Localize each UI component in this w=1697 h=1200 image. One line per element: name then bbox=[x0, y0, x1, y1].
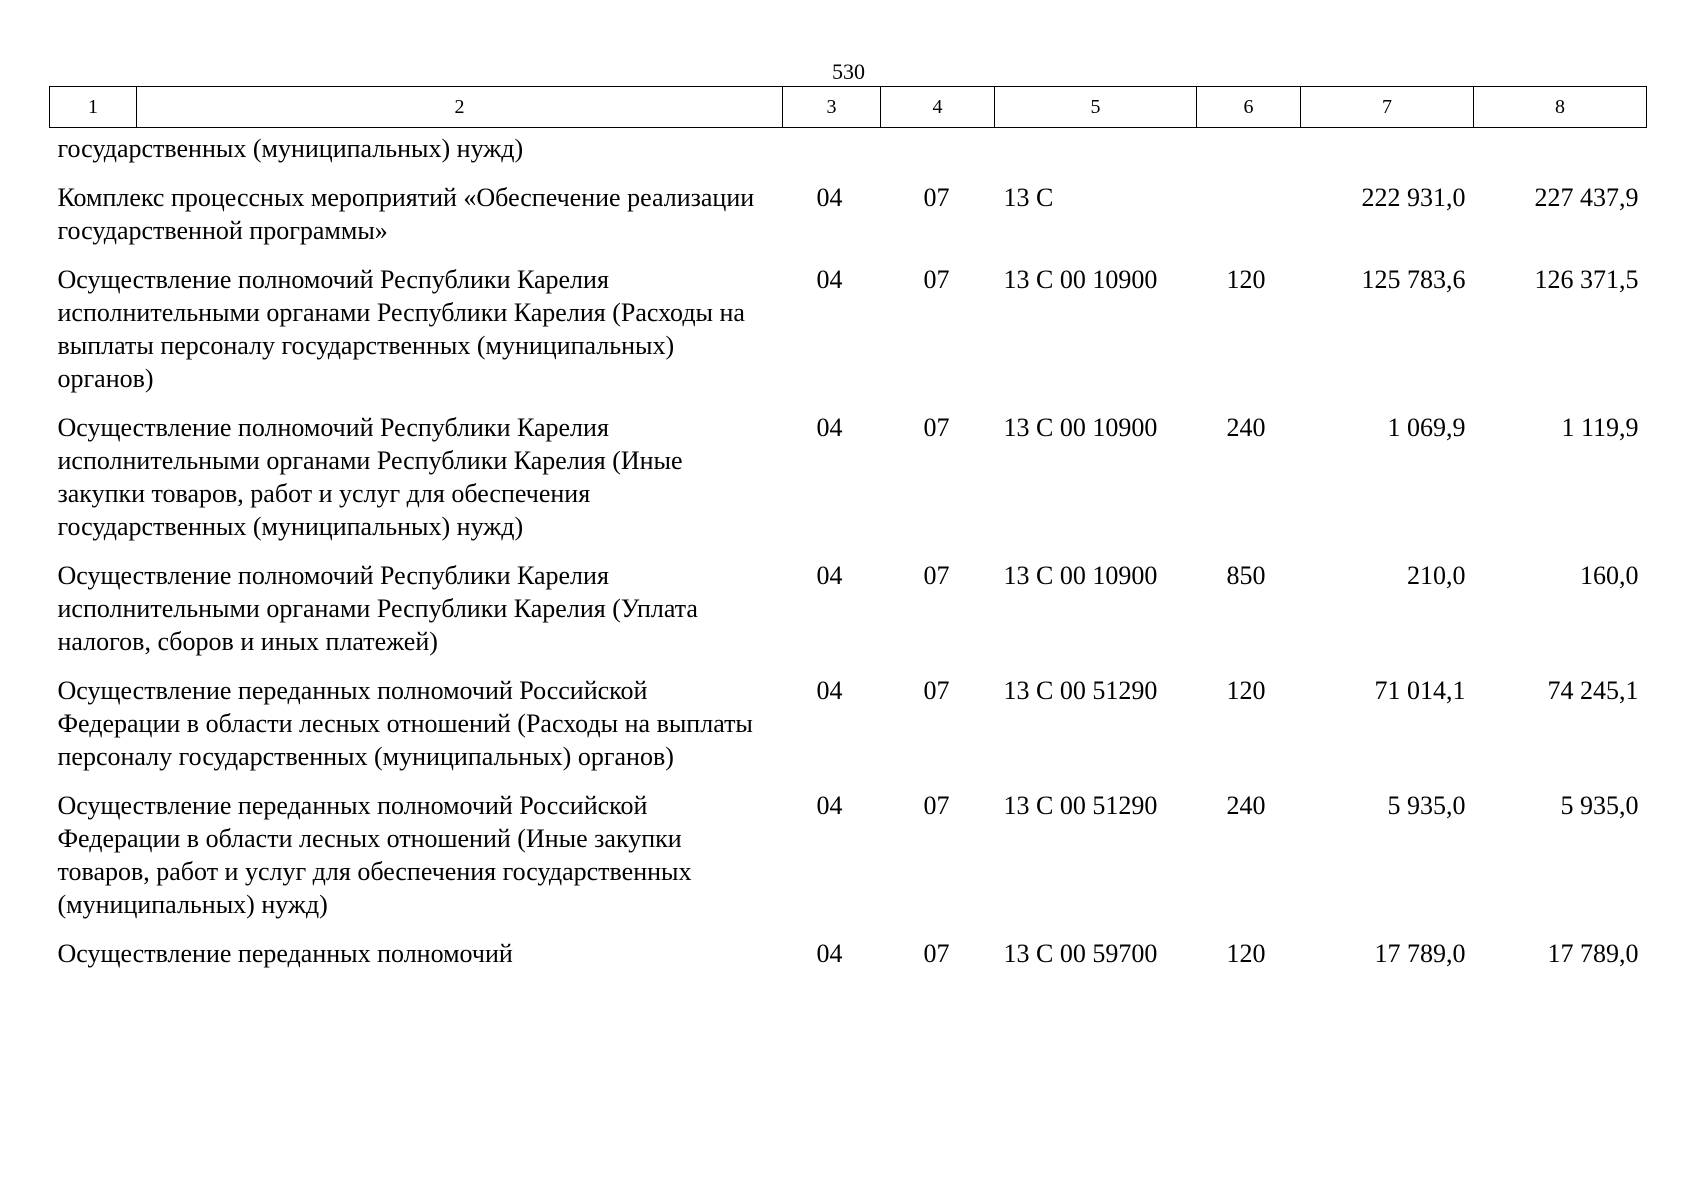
header-col-7: 7 bbox=[1301, 87, 1474, 128]
row-section-cell: 04 bbox=[816, 413, 843, 442]
header-col-1: 1 bbox=[50, 87, 137, 128]
row-sum-year1-cell: 210,0 bbox=[1407, 561, 1466, 590]
row-expense-type-cell bbox=[1197, 181, 1301, 263]
row-sum-year2-cell: 5 935,0 bbox=[1560, 791, 1639, 820]
budget-table bbox=[49, 86, 1647, 986]
table-row bbox=[50, 181, 1647, 263]
row-expense-type-cell: 850 bbox=[1226, 561, 1266, 590]
row-name-cell: Осуществление полномочий Республики Карелия исполнительными органами Республики Карелия (Иные закупки товаров, работ и услуг для обеспечения государственных (муниципальных) нужд) bbox=[57, 413, 683, 541]
table-row bbox=[50, 789, 1647, 937]
row-section-cell: 04 bbox=[816, 791, 843, 820]
row-expense-type-cell: 240 bbox=[1226, 413, 1266, 442]
row-expense-type-cell: 240 bbox=[1226, 791, 1266, 820]
row-name-cell: Осуществление полномочий Республики Карелия исполнительными органами Республики Карелия (Уплата налогов, сборов и иных платежей) bbox=[57, 561, 698, 656]
row-sum-year1-cell: 1 069,9 bbox=[1387, 413, 1466, 442]
row-section-cell: 04 bbox=[816, 939, 843, 968]
row-subsection-cell: 07 bbox=[923, 265, 950, 294]
row-sum-year2-cell bbox=[1474, 128, 1647, 182]
row-section-cell: 04 bbox=[816, 265, 843, 294]
row-target-cell: 13 С bbox=[1003, 183, 1054, 212]
row-name-cell: Осуществление полномочий Республики Карелия исполнительными органами Республики Карелия (Расходы на выплаты персоналу государственных (муниципальных) органов) bbox=[57, 265, 745, 393]
row-target-cell: 13 С 00 59700 bbox=[1003, 939, 1158, 968]
row-name-cell: Комплекс процессных мероприятий «Обеспечение реализации государственной программы» bbox=[57, 183, 755, 245]
row-name-cell: Осуществление переданных полномочий bbox=[57, 939, 513, 968]
table-row bbox=[50, 411, 1647, 559]
header-col-3: 3 bbox=[783, 87, 881, 128]
row-name-cell: Осуществление переданных полномочий Российской Федерации в области лесных отношений (Расходы на выплаты персоналу государственных (муниципальных) органов) bbox=[57, 676, 753, 771]
row-target-cell: 13 С 00 51290 bbox=[1003, 791, 1158, 820]
row-subsection-cell: 07 bbox=[923, 183, 950, 212]
table-header bbox=[50, 87, 1647, 128]
row-sum-year1-cell bbox=[1301, 128, 1474, 182]
row-name-cell: Осуществление переданных полномочий Российской Федерации в области лесных отношений (Иные закупки товаров, работ и услуг для обеспечения государственных (муниципальных) нужд) bbox=[57, 791, 692, 919]
header-row bbox=[50, 87, 1647, 128]
header-col-8: 8 bbox=[1474, 87, 1647, 128]
row-target-cell bbox=[995, 128, 1197, 182]
row-target-cell: 13 С 00 10900 bbox=[1003, 265, 1158, 294]
row-sum-year2-cell: 17 789,0 bbox=[1547, 939, 1639, 968]
row-sum-year2-cell: 74 245,1 bbox=[1547, 676, 1639, 705]
table-body bbox=[50, 128, 1647, 987]
row-sum-year1-cell: 125 783,6 bbox=[1361, 265, 1466, 294]
row-subsection-cell bbox=[881, 128, 995, 182]
row-sum-year2-cell: 160,0 bbox=[1580, 561, 1639, 590]
row-subsection-cell: 07 bbox=[923, 939, 950, 968]
header-col-6: 6 bbox=[1197, 87, 1301, 128]
row-sum-year2-cell: 227 437,9 bbox=[1534, 183, 1639, 212]
header-col-4: 4 bbox=[881, 87, 995, 128]
header-col-2: 2 bbox=[137, 87, 783, 128]
row-subsection-cell: 07 bbox=[923, 791, 950, 820]
table-row bbox=[50, 128, 1647, 182]
row-subsection-cell: 07 bbox=[923, 676, 950, 705]
row-expense-type-cell: 120 bbox=[1226, 676, 1266, 705]
row-expense-type-cell bbox=[1197, 128, 1301, 182]
header-col-5: 5 bbox=[995, 87, 1197, 128]
row-sum-year1-cell: 17 789,0 bbox=[1374, 939, 1466, 968]
row-target-cell: 13 С 00 51290 bbox=[1003, 676, 1158, 705]
row-target-cell: 13 С 00 10900 bbox=[1003, 561, 1158, 590]
row-section-cell: 04 bbox=[816, 561, 843, 590]
row-subsection-cell: 07 bbox=[923, 413, 950, 442]
table-row bbox=[50, 674, 1647, 789]
row-section-cell: 04 bbox=[816, 183, 843, 212]
row-sum-year2-cell: 126 371,5 bbox=[1534, 265, 1639, 294]
table-row bbox=[50, 937, 1647, 986]
row-section-cell: 04 bbox=[816, 676, 843, 705]
row-expense-type-cell: 120 bbox=[1226, 265, 1266, 294]
row-sum-year1-cell: 5 935,0 bbox=[1387, 791, 1466, 820]
row-name-cell: государственных (муниципальных) нужд) bbox=[57, 134, 524, 163]
row-sum-year2-cell: 1 119,9 bbox=[1561, 413, 1639, 442]
page-number: 530 bbox=[832, 59, 865, 84]
table-row bbox=[50, 263, 1647, 411]
row-target-cell: 13 С 00 10900 bbox=[1003, 413, 1158, 442]
row-section-cell bbox=[783, 128, 881, 182]
row-expense-type-cell: 120 bbox=[1226, 939, 1266, 968]
row-subsection-cell: 07 bbox=[923, 561, 950, 590]
row-sum-year1-cell: 71 014,1 bbox=[1374, 676, 1466, 705]
row-sum-year1-cell: 222 931,0 bbox=[1361, 183, 1466, 212]
table-row bbox=[50, 559, 1647, 674]
